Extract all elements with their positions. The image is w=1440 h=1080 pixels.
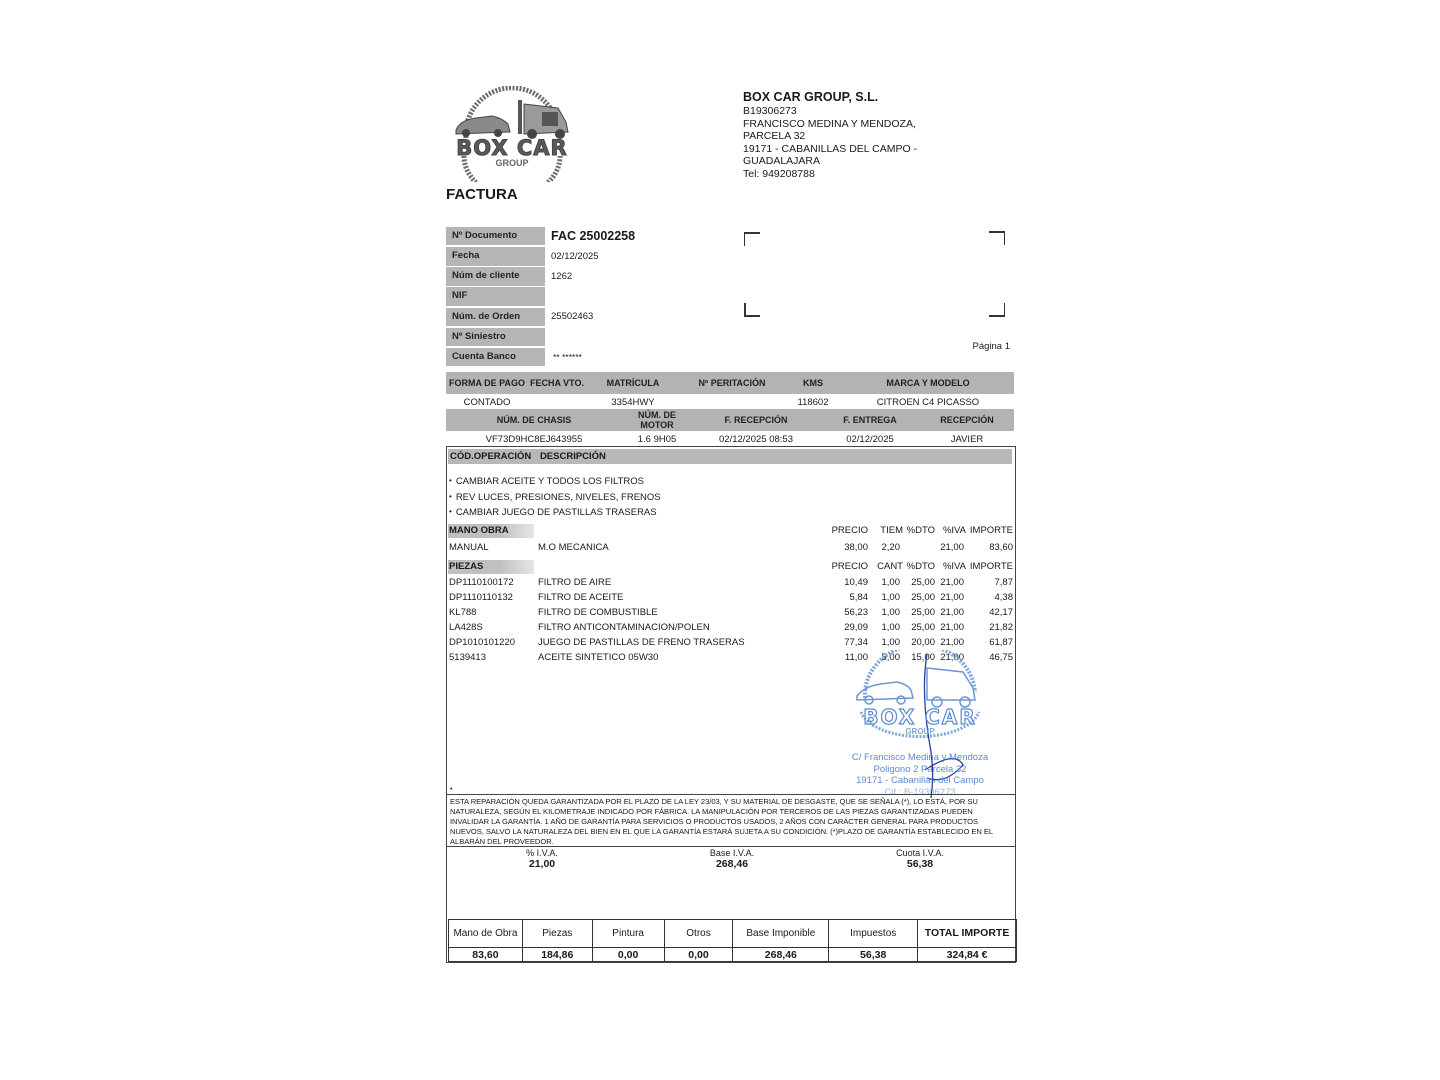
stamp-line: Poligono 2 Parcela 32: [873, 763, 967, 775]
part-dto: 15,00: [911, 652, 935, 663]
order-number: 25502463: [551, 311, 594, 323]
total-other: 0,00: [664, 948, 733, 962]
info-row-document: [446, 226, 635, 246]
delivery-date: 02/12/2025: [846, 433, 894, 445]
part-iva: 21,00: [940, 637, 964, 648]
iva-base-label: Base I.V.A.: [709, 848, 755, 858]
vehicle-header-row-1: [446, 372, 1014, 394]
part-importe: 4,38: [994, 592, 1013, 603]
info-row-order: [446, 307, 635, 327]
logo-subtext: GROUP: [495, 158, 529, 168]
part-desc: JUEGO DE PASTILLAS DE FRENO TRASERAS: [538, 637, 745, 648]
stamp-line: Cif.: B-19306273: [884, 786, 956, 798]
part-desc: FILTRO DE ACEITE: [538, 592, 624, 603]
bullet-icon: •: [450, 786, 453, 793]
col-cant: CANT: [877, 561, 903, 572]
company-stamp: [835, 650, 1005, 800]
part-precio: 5,84: [849, 592, 868, 603]
part-dto: 25,00: [911, 577, 935, 588]
operations-header: [448, 449, 1012, 464]
company-phone: Tel: 949208788: [743, 167, 815, 180]
company-address-3: 19171 - CABANILLAS DEL CAMPO -: [743, 142, 918, 155]
info-label: Cuenta Banco: [446, 348, 545, 367]
col-tiem: TIEM: [880, 525, 903, 536]
iva-pct-group: [497, 848, 587, 870]
labor-tiem: 2,20: [881, 542, 900, 553]
part-code: DP1010101220: [449, 637, 516, 648]
iva-cuota-label: Cuota I.V.A.: [896, 848, 944, 858]
address-window-corner: [744, 303, 760, 317]
total-taxable-base: 268,46: [733, 948, 829, 962]
col-header-kms: KMS: [803, 378, 823, 388]
col-importe: IMPORTE: [969, 561, 1013, 572]
part-row: [448, 605, 1014, 620]
client-number: 1262: [551, 270, 573, 282]
info-label: Fecha: [446, 247, 545, 266]
labor-desc: M.O MECANICA: [538, 542, 609, 553]
labor-precio: 38,00: [844, 542, 868, 553]
part-row: [448, 620, 1014, 635]
iva-base-value: 268,46: [715, 858, 749, 870]
totals-value-row: [449, 948, 1017, 962]
total-header-other: Otros: [664, 920, 733, 948]
vehicle-values-row-1: [446, 395, 1014, 409]
part-importe: 42,17: [989, 607, 1013, 618]
part-precio: 29,09: [844, 622, 868, 633]
col-precio: PRECIO: [831, 525, 868, 536]
part-cant: 1,00: [881, 592, 900, 603]
payment-method: CONTADO: [463, 396, 511, 408]
total-header-total: TOTAL IMPORTE: [918, 920, 1017, 948]
total-parts: 184,86: [522, 948, 592, 962]
part-row: [448, 635, 1014, 650]
document-title: FACTURA: [446, 186, 518, 203]
info-row-claim: [446, 327, 635, 347]
col-dto: %DTO: [906, 525, 935, 536]
total-header-parts: Piezas: [522, 920, 592, 948]
col-dto: %DTO: [906, 561, 935, 572]
part-code: DP1110100172: [449, 577, 514, 588]
chassis-number: VF73D9HC8EJ643955: [485, 433, 583, 445]
info-label: NIF: [446, 287, 545, 306]
stamp-line: C/ Francisco Medina y Mendoza: [851, 752, 989, 763]
make-model: CITROEN C4 PICASSO: [876, 396, 980, 408]
part-cant: 1,00: [881, 577, 900, 588]
company-address-1: FRANCISCO MEDINA Y MENDOZA,: [743, 117, 916, 130]
stamp-address: [835, 752, 1005, 798]
labor-importe: 83,60: [989, 542, 1013, 553]
iva-pct-label: % I.V.A.: [526, 848, 558, 858]
info-label: Nº Documento: [446, 227, 545, 246]
col-precio: PRECIO: [831, 561, 868, 572]
col-header-appraisal: Nº PERITACIÓN: [698, 378, 766, 388]
total-taxes: 56,38: [829, 948, 918, 962]
part-importe: 7,87: [994, 577, 1013, 588]
address-window-corner: [989, 303, 1005, 317]
iva-pct-value: 21,00: [528, 858, 556, 870]
vehicle-header-row-2: [446, 409, 1014, 431]
part-cant: 1,00: [881, 607, 900, 618]
labor-title: MANO OBRA: [448, 524, 534, 538]
vehicle-values-row-2: [446, 432, 1014, 446]
company-address-4: GUADALAJARA: [743, 155, 821, 168]
stamp-sub: GROUP: [905, 727, 935, 736]
operation-code-header: CÓD.OPERACIÓN: [450, 451, 532, 462]
company-name: BOX CAR GROUP, S.L.: [743, 90, 879, 104]
engine-number: 1.6 9H05: [637, 433, 677, 445]
divider: [447, 846, 1015, 847]
logo-text: BOX CAR: [456, 136, 568, 160]
labor-code: MANUAL: [449, 542, 489, 553]
part-dto: 25,00: [911, 622, 935, 633]
part-iva: 21,00: [940, 622, 964, 633]
info-row-client: [446, 266, 635, 286]
company-logo: [446, 86, 578, 182]
receptionist: JAVIER: [950, 433, 984, 445]
address-window-corner: [989, 231, 1005, 245]
col-header-reception-date: F. RECEPCIÓN: [724, 415, 788, 425]
address-window-corner: [744, 232, 760, 246]
operations-list: [449, 473, 661, 520]
bullet-icon: •: [449, 507, 452, 516]
total-header-taxable-base: Base Imponible: [733, 920, 829, 948]
iva-cuota-group: [875, 848, 965, 870]
part-dto: 25,00: [911, 607, 935, 618]
total-header-paint: Pintura: [592, 920, 664, 948]
part-row: [448, 575, 1014, 590]
part-code: LA428S: [449, 622, 483, 633]
part-cant: 1,00: [881, 637, 900, 648]
total-labor: 83,60: [449, 948, 523, 962]
iva-cuota-value: 56,38: [906, 858, 934, 870]
info-label: Núm de cliente: [446, 267, 545, 286]
col-importe: IMPORTE: [969, 525, 1013, 536]
col-header-due-date: FECHA VTO.: [529, 378, 584, 388]
operation-item: [449, 489, 661, 505]
info-label: Nº Siniestro: [446, 328, 545, 347]
operation-text: CAMBIAR JUEGO DE PASTILLAS TRASERAS: [455, 507, 657, 518]
part-iva: 21,00: [940, 652, 964, 663]
part-desc: FILTRO DE AIRE: [538, 577, 612, 588]
part-desc: ACEITE SINTETICO 05W30: [538, 652, 659, 663]
total-header-taxes: Impuestos: [829, 920, 918, 948]
col-header-make-model: MARCA Y MODELO: [886, 378, 970, 388]
col-header-chassis: NÚM. DE CHASIS: [496, 415, 572, 425]
bullet-icon: •: [449, 476, 452, 485]
invoice-date: 02/12/2025: [551, 250, 599, 262]
part-precio: 56,23: [844, 607, 868, 618]
labor-row: [448, 540, 1014, 555]
part-precio: 77,34: [844, 637, 868, 648]
operation-text: REV LUCES, PRESIONES, NIVELES, FRENOS: [455, 491, 661, 503]
labor-iva: 21,00: [940, 542, 964, 553]
part-cant: 1,00: [881, 622, 900, 633]
info-row-bank: [446, 347, 635, 367]
col-header-delivery-date: F. ENTREGA: [843, 415, 897, 425]
totals-table: [448, 919, 1017, 962]
reception-date: 02/12/2025 08:53: [719, 433, 793, 445]
col-header-plate: MATRÍCULA: [606, 378, 660, 388]
part-importe: 61,87: [989, 637, 1013, 648]
parts-title: PIEZAS: [448, 560, 534, 574]
kilometers: 118602: [797, 396, 829, 408]
part-dto: 20,00: [911, 637, 935, 648]
total-amount: 324,84 €: [918, 948, 1017, 962]
part-iva: 21,00: [940, 577, 964, 588]
part-code: KL788: [449, 607, 477, 618]
part-desc: FILTRO DE COMBUSTIBLE: [538, 607, 658, 618]
total-header-labor: Mano de Obra: [449, 920, 523, 948]
iva-base-group: [687, 848, 777, 870]
part-cant: 5,00: [881, 652, 900, 663]
part-code: 5139413: [449, 652, 486, 663]
stamp-brand: BOX CAR: [863, 705, 977, 729]
part-importe: 46,75: [989, 652, 1013, 663]
warranty-legal-text: ESTA REPARACIÓN QUEDA GARANTIZADA POR EL PLAZO DE LA LEY 23/03, Y SU MATERIAL DE DESGASTE, QUE SE SEÑALA (*), LO ESTÁ, POR SU NATURALEZA, SEGÚN EL KILOMETRAJE INDICADO POR FÁBRICA. LA MANIPULACIÓN POR TERCEROS DE LAS PIEZAS GARANTIZADAS PUEDEN INVALIDAR LA GARANTÍA. 1 AÑO DE GARANTÍA PARA SERVICIOS O PRODUCTOS USADOS, 2 AÑOS CON CARÁCTER GENERAL PARA PRODUCTOS NUEVOS, SALVO LA NATURALEZA DEL BIEN EN EL QUE LA GARANTÍA ESTARÁ SUJETA A SU CONDICIÓN. (*)PLAZO DE GARANTÍA ESTABLECIDO EN EL ALBARÁN DEL PROVEEDOR.: [450, 797, 993, 846]
stamp-line: 19171 - Cabanillas del Campo: [856, 775, 984, 786]
part-importe: 21,82: [989, 622, 1013, 633]
total-paint: 0,00: [592, 948, 664, 962]
divider: [447, 794, 1015, 795]
company-cif: B19306273: [743, 105, 797, 117]
col-iva: %IVA: [942, 561, 966, 572]
part-precio: 10,49: [844, 577, 868, 588]
invoice-number: FAC 25002258: [551, 229, 636, 244]
part-precio: 11,00: [844, 652, 868, 663]
bullet-icon: •: [449, 491, 452, 501]
part-desc: FILTRO ANTICONTAMINACION/POLEN: [538, 622, 710, 633]
bank-account: ** ******: [553, 352, 582, 363]
col-header-payment: FORMA DE PAGO: [449, 378, 525, 388]
info-row-nif: [446, 287, 635, 307]
company-block: [743, 90, 917, 181]
license-plate: 3354HWY: [611, 396, 655, 408]
part-dto: 25,00: [911, 592, 935, 603]
part-row: [448, 590, 1014, 605]
page-number: Página 1: [972, 341, 1010, 352]
col-header-engine: NÚM. DE MOTOR: [638, 410, 676, 430]
operation-item: [449, 473, 661, 489]
col-iva: %IVA: [942, 525, 966, 536]
operation-item: [449, 504, 661, 520]
labor-section: [448, 524, 1014, 558]
part-iva: 21,00: [940, 607, 964, 618]
col-header-reception: RECEPCIÓN: [940, 415, 994, 425]
part-code: DP1110110132: [449, 592, 513, 603]
info-row-date: [446, 246, 635, 266]
invoice-info-table: [446, 226, 635, 367]
part-iva: 21,00: [940, 592, 964, 603]
description-header: DESCRIPCIÓN: [539, 451, 606, 462]
operation-text: CAMBIAR ACEITE Y TODOS LOS FILTROS: [455, 476, 644, 487]
company-address-2: PARCELA 32: [743, 130, 806, 143]
info-label: Núm. de Orden: [446, 308, 545, 327]
totals-header-row: [449, 920, 1017, 948]
